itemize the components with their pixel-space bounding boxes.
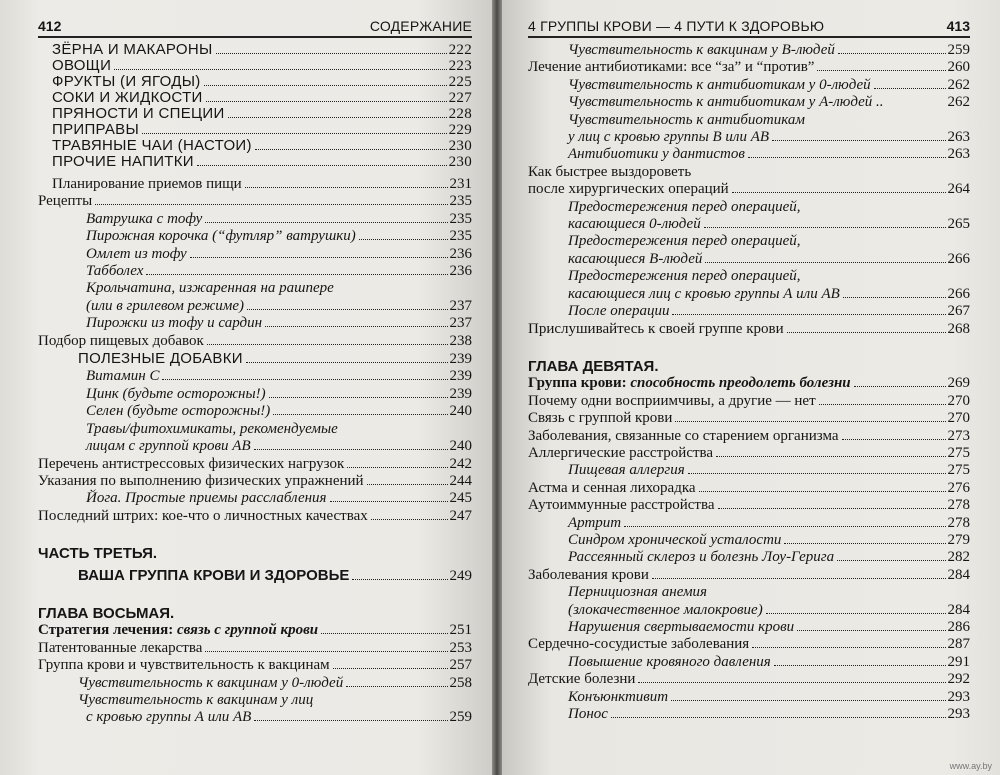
watermark: www.ay.by	[949, 761, 992, 771]
page-number: 412	[38, 18, 62, 34]
toc-entry: Группа крови и чувствительность к вакцинам 257	[38, 657, 472, 674]
toc-entry: ЗЁРНА И МАКАРОНЫ 222	[52, 41, 472, 58]
toc-entry: Артрит 278	[568, 514, 970, 531]
toc-entry-line: Крольчатина, изжаренная на рашпере	[86, 280, 334, 297]
book-gutter	[492, 0, 502, 775]
toc-entry-line: Предостережения перед операцией,	[568, 198, 801, 215]
toc-entry: Связь с группой крови 270	[528, 410, 970, 427]
toc-entry: Антибиотики у дантистов 263	[568, 146, 970, 163]
toc-entry: Планирование приемов пищи 231	[52, 176, 472, 192]
page-number: 413	[946, 18, 970, 34]
toc-entry: ОВОЩИ 223	[52, 57, 472, 74]
toc-entry: СОКИ И ЖИДКОСТИ 227	[52, 89, 472, 106]
toc-entry: после хирургических операций 264	[528, 181, 970, 198]
toc-entry-line: Предостережения перед операцией,	[568, 268, 801, 285]
toc-entry: Перечень антистрессовых физических нагрузок 242	[38, 455, 472, 472]
toc-entry: Повышение кровяного давления 291	[568, 653, 970, 670]
toc-entry: Детские болезни 292	[528, 671, 970, 688]
toc-entry: (или в грилевом режиме) 237	[86, 297, 472, 314]
toc-entry-line: Предостережения перед операцией,	[568, 233, 801, 250]
toc-entry-line: Как быстрее выздороветь	[528, 163, 692, 180]
left-running-head	[38, 18, 472, 38]
toc-entry-line: Пернициозная анемия	[568, 584, 708, 601]
toc-entry: Лечение антибиотиками: все “за” и “против” 260	[528, 59, 970, 76]
toc-entry: Астма и сенная лихорадка 276	[528, 479, 970, 496]
toc-entry: ТРАВЯНЫЕ ЧАИ (НАСТОИ) 230	[52, 137, 472, 154]
toc-entry: лицам с группой крови АВ 240	[86, 438, 472, 455]
left-page	[0, 0, 492, 775]
toc-entry: Патентованные лекарства 253	[38, 639, 472, 656]
toc-entry: Чувствительность к вакцинам у В-людей 259	[568, 42, 970, 58]
toc-entry: Понос 293	[568, 706, 970, 723]
toc-entry: Синдром хронической усталости 279	[568, 531, 970, 548]
toc-entry: Омлет из тофу 236	[86, 245, 472, 262]
toc-entry: ПРОЧИЕ НАПИТКИ 230	[52, 153, 472, 170]
toc-entry: Цинк (будьте осторожны!) 239	[86, 385, 472, 402]
part-title: ЧАСТЬ ТРЕТЬЯ.	[38, 545, 158, 563]
toc-entry: Аллергические расстройства 275	[528, 444, 970, 461]
toc-entry: Почему одни восприимчивы, а другие — нет 270	[528, 392, 970, 409]
toc-entry: Аутоиммунные расстройства 278	[528, 497, 970, 514]
toc-entry: После операции 267	[568, 303, 970, 320]
toc-entry: Заболевания, связанные со старением организма 273	[528, 427, 970, 444]
toc-entry: Йога. Простые приемы расслабления 245	[86, 490, 472, 507]
toc-entry: (злокачественное малокровие) 284	[568, 601, 970, 618]
toc-entry: касающиеся лиц с кровью группы А или АВ 266	[568, 285, 970, 302]
toc-entry: ПОЛЕЗНЫЕ ДОБАВКИ 239	[78, 350, 472, 368]
toc-entry: Табболех 236	[86, 263, 472, 280]
toc-entry-line: Травы/фитохимикаты, рекомендуемые	[86, 420, 338, 437]
toc-entry: касающиеся В-людей 266	[568, 250, 970, 267]
toc-entry: Указания по выполнению физических упражнений 244	[38, 472, 472, 489]
chapter-subtitle: Группа крови: способность преодолеть болезни 269	[528, 375, 970, 392]
toc-entry: Прислушивайтесь к своей группе крови 268	[528, 320, 970, 337]
toc-entry: Селен (будьте осторожны!) 240	[86, 403, 472, 420]
toc-entry: касающиеся 0-людей 265	[568, 216, 970, 233]
running-title: 4 ГРУППЫ КРОВИ — 4 ПУТИ К ЗДОРОВЬЮ	[528, 18, 825, 34]
toc-entry: Рецепты 235	[38, 193, 472, 210]
toc-entry: Нарушения свертываемости крови 286	[568, 619, 970, 635]
toc-entry: Сердечно-сосудистые заболевания 287	[528, 636, 970, 653]
toc-entry-line: Чувствительность к вакцинам у лиц	[78, 691, 314, 708]
chapter-subtitle: Стратегия лечения: связь с группой крови 251	[38, 622, 472, 639]
chapter-title: ГЛАВА ВОСЬМАЯ.	[38, 604, 175, 622]
caps-entries	[38, 42, 472, 170]
toc-entry: Заболевания крови 284	[528, 566, 970, 583]
toc-entry: Пищевая аллергия 275	[568, 462, 970, 479]
right-page	[502, 0, 1000, 775]
toc-entry: с кровью группы А или АВ 259	[86, 709, 472, 726]
toc-entry: Чувствительность к антибиотикам у 0-людей 262	[568, 76, 970, 93]
toc-entry: Подбор пищевых добавок 238	[38, 332, 472, 349]
toc-entry: Последний штрих: кое-что о личностных качествах 247	[38, 507, 472, 524]
toc-entry: Пирожная корочка (“футляр” ватрушки) 235	[86, 228, 472, 245]
toc-entry: ПРЯНОСТИ И СПЕЦИИ 228	[52, 105, 472, 122]
toc-entry: Ватрушка с тофу 235	[86, 210, 472, 227]
running-title: СОДЕРЖАНИЕ	[369, 18, 472, 34]
toc-entry: Рассеянный склероз и болезнь Лоу-Герига 282	[568, 549, 970, 566]
chapter-title: ГЛАВА ДЕВЯТАЯ.	[528, 357, 659, 375]
toc-entry: Чувствительность к вакцинам у 0-людей 258	[78, 674, 472, 691]
toc-entry-line: Чувствительность к антибиотикам	[568, 111, 805, 128]
toc-entry: ПРИПРАВЫ 229	[52, 121, 472, 138]
right-running-head	[528, 18, 970, 38]
toc-entry: Витамин С 239	[86, 368, 472, 385]
part-subtitle: ВАША ГРУППА КРОВИ И ЗДОРОВЬЕ 249	[78, 566, 472, 584]
toc-entry: у лиц с кровью группы В или АВ 263	[568, 129, 970, 146]
toc-entry: Чувствительность к антибиотикам у А-людей .. 262	[568, 94, 970, 111]
toc-entry: Конъюнктивит 293	[568, 688, 970, 705]
toc-entry: Пирожки из тофу и сардин 237	[86, 315, 472, 332]
toc-entry: ФРУКТЫ (И ЯГОДЫ) 225	[52, 73, 472, 90]
